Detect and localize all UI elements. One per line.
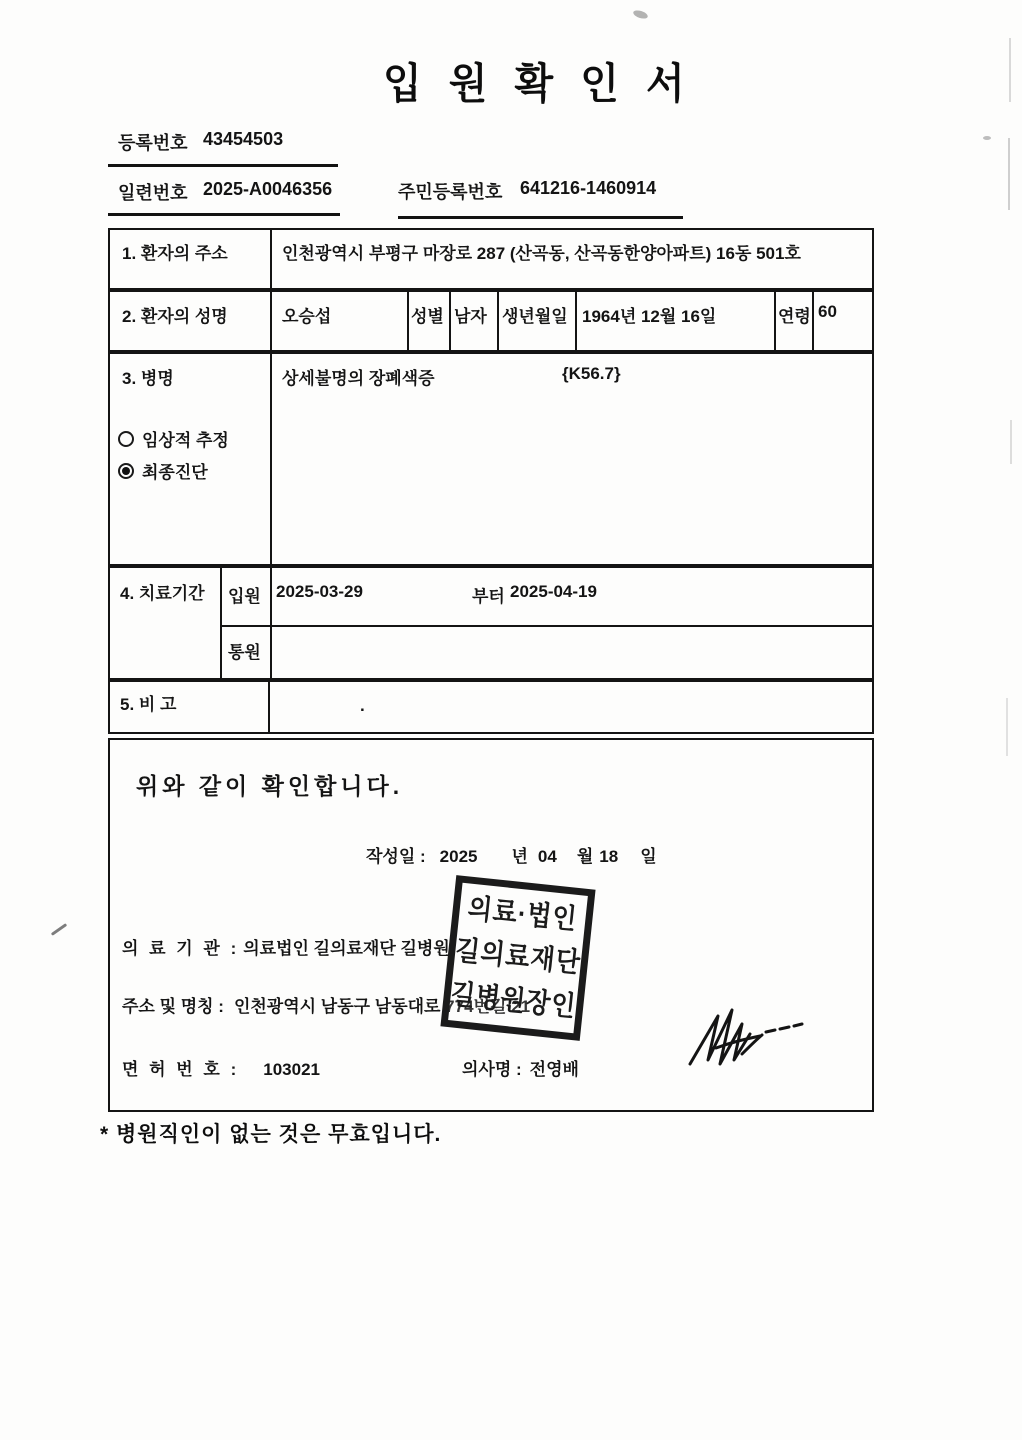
institution-address-value: 인천광역시 남동구 남동대로 774번길 21 [233, 997, 531, 1016]
disease-label: 3. 병명 [122, 369, 174, 388]
doctor-line [462, 1055, 579, 1080]
license-line [122, 1055, 320, 1080]
birthdate-label: 생년월일 [502, 307, 568, 326]
doctor-name-label: 의사명 : [462, 1060, 522, 1079]
resident-number-value: 641216-1460914 [520, 178, 657, 198]
seal-text-line3: 길병원장인 [449, 978, 578, 1023]
gender-label: 성별 [411, 307, 444, 326]
radio-clinical-estimation [118, 426, 229, 451]
radio-checked-icon [118, 463, 134, 479]
doctor-name-value: 전영배 [529, 1060, 579, 1079]
scan-artifact-edge [1006, 698, 1008, 756]
registration-number-label: 등록번호 [118, 133, 188, 153]
institution-label: 의 료 기 관 : [122, 939, 240, 958]
row-remarks [108, 680, 874, 734]
row-patient-name [108, 290, 874, 352]
institution-line [122, 934, 450, 959]
scan-artifact-edge [1010, 420, 1012, 464]
scan-artifact-mark [51, 923, 67, 936]
confirmation-statement: 위와 같이 확인합니다. [136, 773, 404, 799]
resident-number-label: 주민등록번호 [398, 182, 503, 202]
radio-unchecked-icon [118, 431, 134, 447]
cell-border [270, 354, 272, 564]
inpatient-label: 입원 [228, 587, 261, 606]
disease-code: {K56.7} [562, 364, 621, 383]
day-suffix: 일 [640, 847, 657, 866]
divider [108, 213, 340, 216]
divider [398, 216, 683, 219]
page-title: 입 원 확 인 서 [383, 61, 693, 108]
row-disease [108, 352, 874, 566]
radio-final-diagnosis-label: 최종진단 [142, 463, 208, 482]
cell-border [812, 292, 814, 350]
cell-border [270, 292, 272, 350]
patient-name-value: 오승섭 [282, 307, 332, 326]
birthdate-value: 1964년 12월 16일 [582, 307, 717, 326]
remarks-value: . [360, 696, 365, 715]
outpatient-label: 통원 [228, 643, 261, 662]
from-to-label: 부터 [472, 587, 505, 606]
cell-border [270, 230, 272, 288]
written-date-month: 04 [537, 847, 557, 866]
patient-name-label: 2. 환자의 성명 [122, 307, 228, 326]
doctor-signature [682, 1002, 812, 1074]
scan-artifact-edge [1008, 138, 1010, 210]
scan-artifact-edge [1009, 38, 1011, 102]
treatment-period-label: 4. 치료기간 [120, 584, 205, 603]
cell-border [407, 292, 409, 350]
row-treatment-period [108, 566, 874, 680]
scan-artifact-blob [632, 9, 648, 20]
row-patient-address [108, 228, 874, 290]
radio-clinical-estimation-label: 임상적 추정 [142, 431, 229, 450]
institution-value: 의료법인 길의료재단 길병원 [243, 939, 450, 958]
disease-value: 상세불명의 장폐색증 [282, 369, 435, 388]
footer-validity-note: * 병원직인이 없는 것은 무효입니다. [100, 1123, 442, 1146]
inpatient-date-to: 2025-04-19 [510, 582, 597, 601]
seal-text-line1: 의료·법인 [466, 892, 579, 936]
inpatient-date-from: 2025-03-29 [276, 582, 363, 601]
cell-border [220, 568, 222, 678]
cell-border [268, 682, 270, 732]
cell-border [774, 292, 776, 350]
gender-value: 남자 [454, 307, 487, 326]
divider [108, 164, 338, 167]
age-label: 연령 [778, 307, 811, 326]
registration-number-value: 43454503 [203, 129, 284, 149]
cell-border [575, 292, 577, 350]
written-date-line [366, 842, 657, 867]
license-number-label: 면 허 번 호 : [122, 1060, 240, 1079]
cell-border [497, 292, 499, 350]
written-date-day: 18 [599, 847, 619, 866]
hospital-seal-stamp [440, 875, 595, 1041]
written-date-year: 2025 [439, 847, 478, 866]
age-value: 60 [818, 302, 837, 321]
license-number-value: 103021 [263, 1060, 320, 1079]
cell-border [449, 292, 451, 350]
radio-final-diagnosis [118, 458, 208, 483]
written-date-label: 작성일 : [366, 847, 426, 866]
patient-address-value: 인천광역시 부평구 마장로 287 (산곡동, 산곡동한양아파트) 16동 501호 [282, 244, 801, 263]
serial-number-value: 2025-A0046356 [203, 179, 333, 199]
seal-text-line2: 길의료재단 [453, 935, 583, 980]
cell-border [220, 625, 872, 627]
month-suffix: 월 [576, 847, 594, 866]
patient-address-label: 1. 환자의 주소 [122, 244, 228, 263]
remarks-label: 5. 비 고 [120, 695, 177, 714]
institution-address-label: 주소 및 명칭 : [122, 997, 224, 1016]
scan-artifact-mark [983, 136, 991, 140]
cell-border [270, 568, 272, 678]
serial-number-label: 일련번호 [118, 183, 188, 203]
year-suffix: 년 [511, 847, 528, 866]
